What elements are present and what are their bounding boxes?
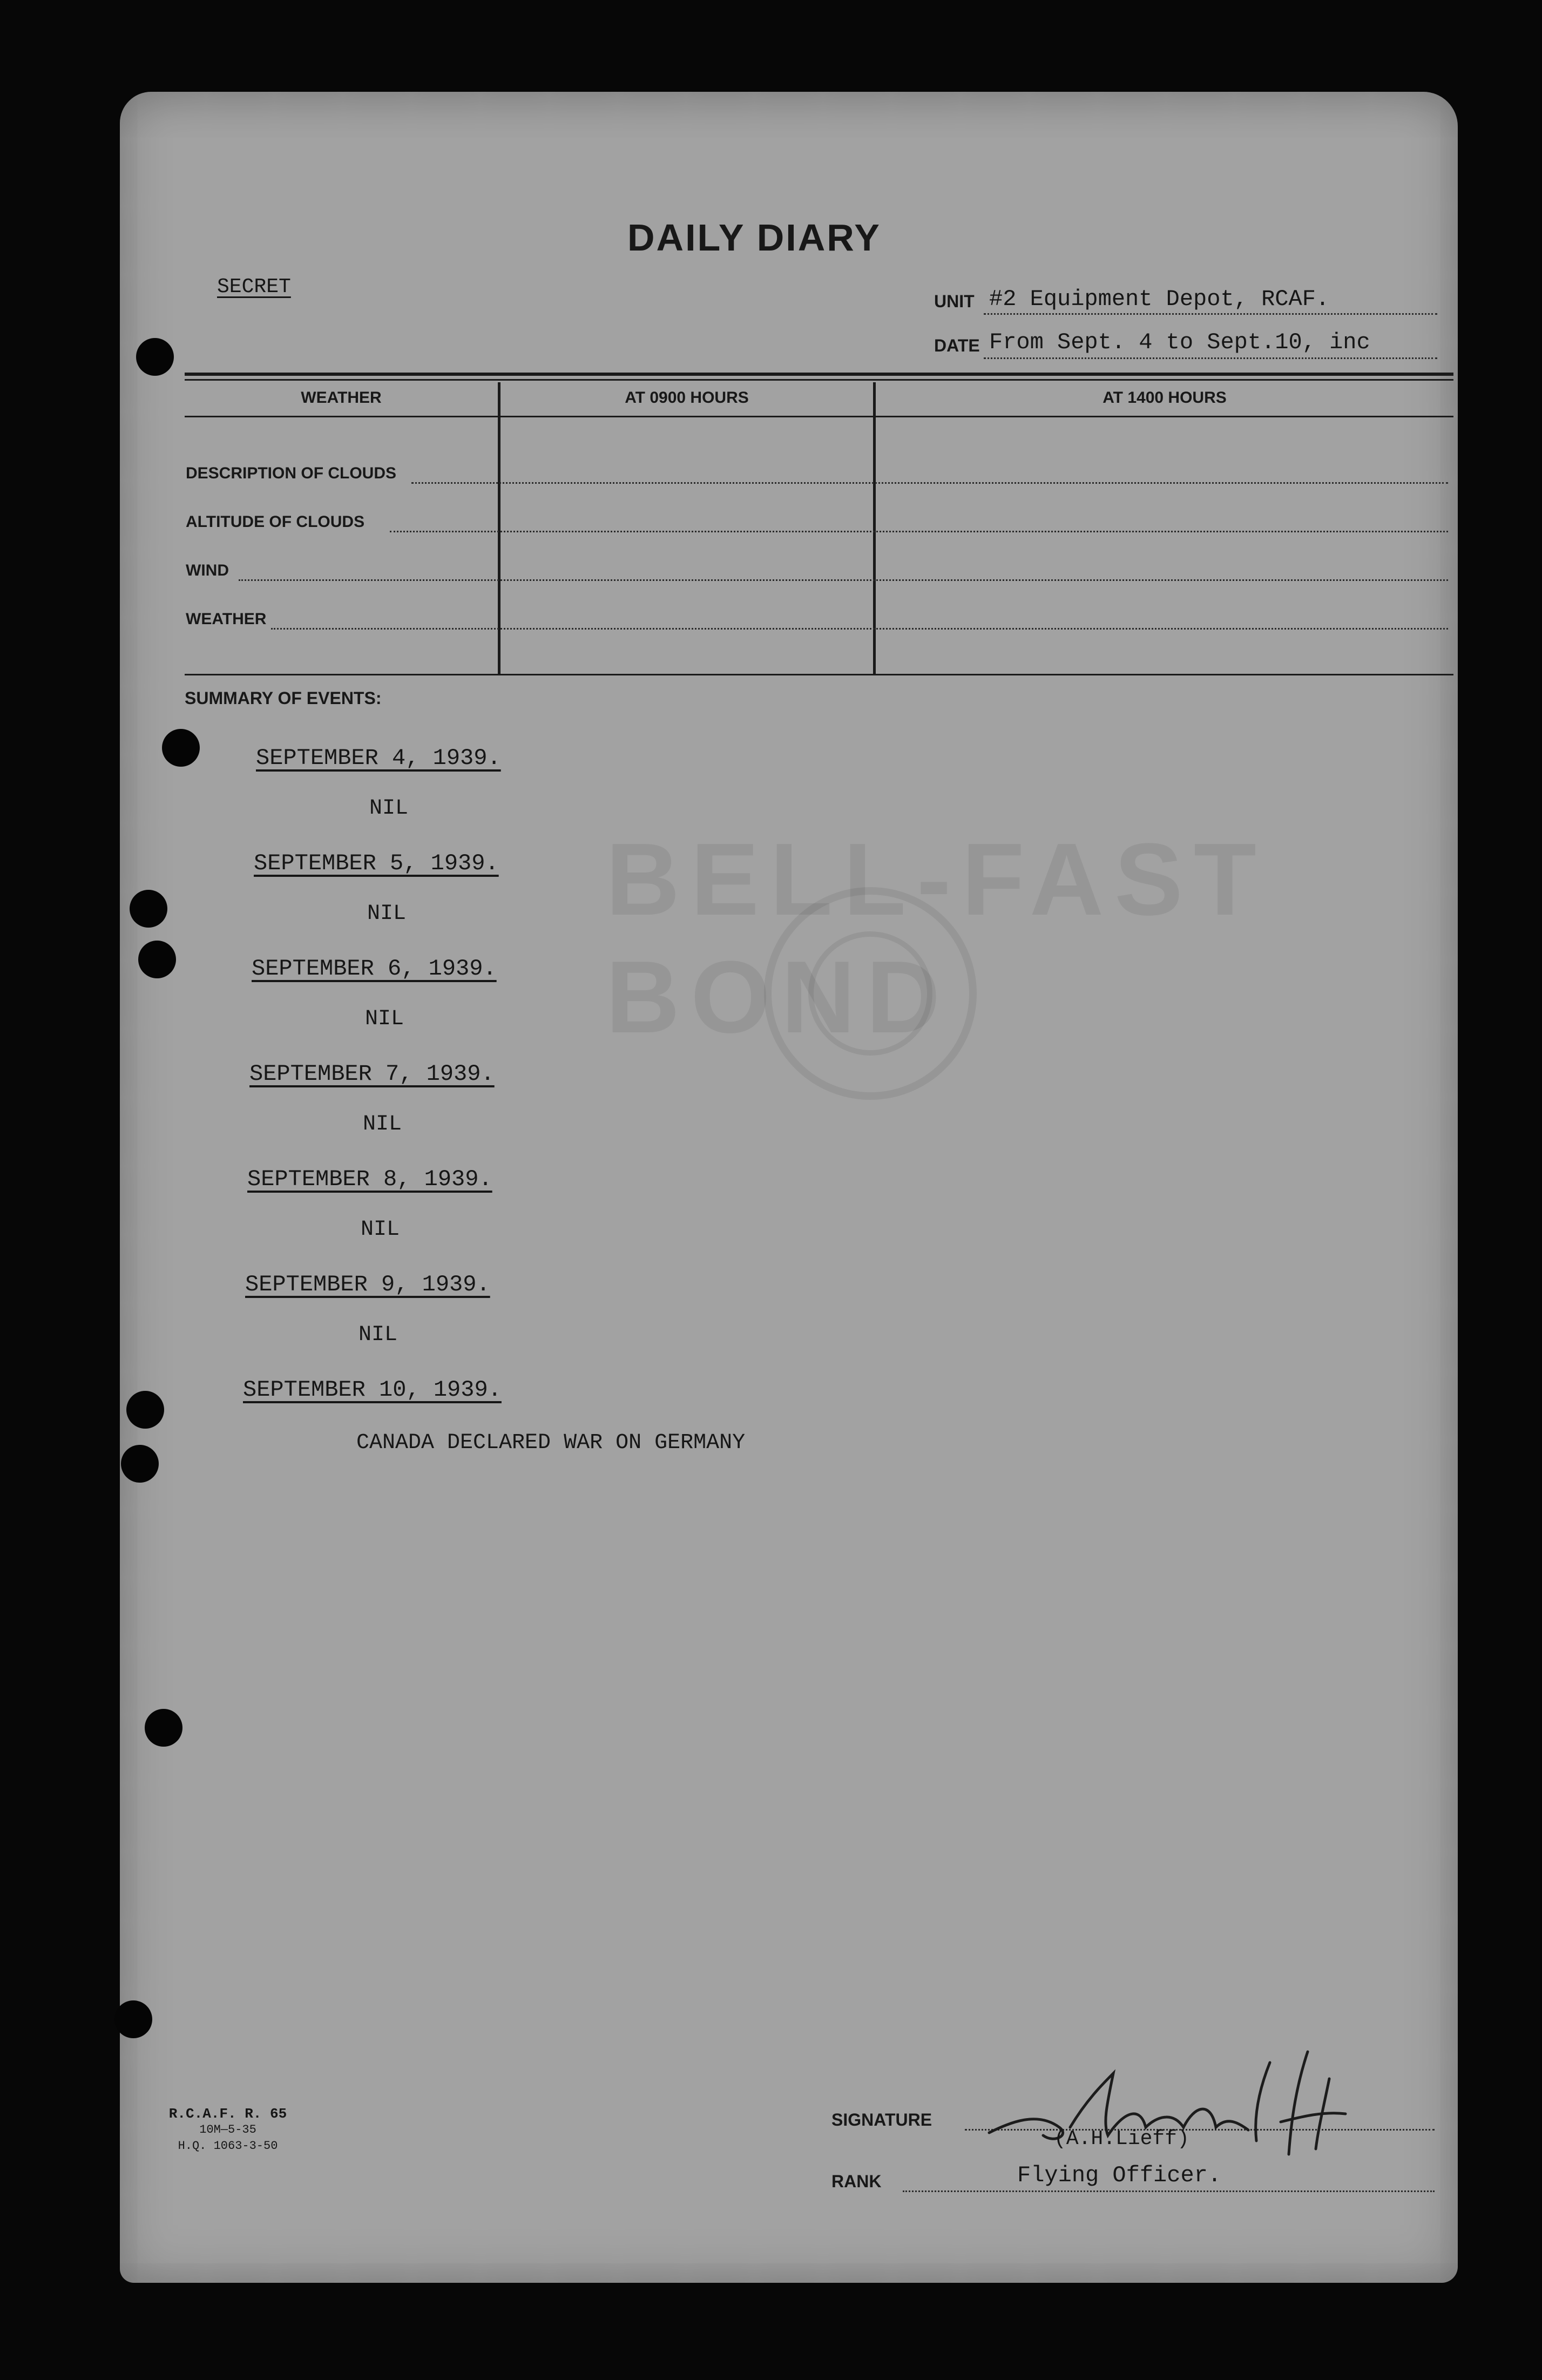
date-label: DATE bbox=[934, 336, 980, 355]
rank-value: Flying Officer. bbox=[1017, 2162, 1222, 2188]
event-text: NIL bbox=[359, 1323, 398, 1347]
date-value: From Sept. 4 to Sept.10, inc bbox=[989, 329, 1370, 355]
event-date: SEPTEMBER 5, 1939. bbox=[254, 850, 499, 876]
weather-row-label: DESCRIPTION OF CLOUDS bbox=[186, 464, 397, 482]
form-code-line: H.Q. 1063-3-50 bbox=[178, 2139, 278, 2153]
weather-row-line bbox=[239, 579, 1448, 581]
weather-row-line bbox=[411, 482, 1448, 484]
table-divider-2 bbox=[873, 382, 876, 674]
unit-line bbox=[984, 313, 1437, 315]
event-text: NIL bbox=[369, 796, 409, 821]
table-top-rule-thin bbox=[185, 379, 1453, 381]
date-line bbox=[984, 357, 1437, 359]
watermark: BELL-FAST BOND bbox=[606, 822, 1267, 1054]
event-text: NIL bbox=[365, 1007, 404, 1031]
punch-hole bbox=[114, 2000, 152, 2038]
punch-hole bbox=[138, 941, 176, 978]
watermark-seal bbox=[735, 858, 1005, 1128]
weather-row-line bbox=[390, 531, 1448, 532]
col-1400-header: AT 1400 HOURS bbox=[1103, 389, 1227, 407]
event-date: SEPTEMBER 6, 1939. bbox=[252, 956, 497, 982]
punch-hole bbox=[162, 729, 200, 767]
weather-row-label: WEATHER bbox=[186, 610, 267, 628]
event-text: CANADA DECLARED WAR ON GERMANY bbox=[356, 1431, 746, 1455]
punch-hole bbox=[126, 1391, 164, 1429]
signatory-name: (A.H.Lieff) bbox=[1054, 2127, 1189, 2151]
punch-hole bbox=[136, 338, 174, 376]
col-0900-header: AT 0900 HOURS bbox=[625, 389, 749, 407]
weather-row-label: WIND bbox=[186, 562, 229, 579]
summary-heading: SUMMARY OF EVENTS: bbox=[185, 688, 382, 708]
event-date: SEPTEMBER 8, 1939. bbox=[247, 1166, 492, 1192]
rank-line bbox=[903, 2190, 1435, 2192]
diary-page bbox=[120, 92, 1458, 2283]
form-code-line: 10M—5-35 bbox=[199, 2123, 256, 2136]
punch-hole bbox=[130, 890, 167, 928]
event-date: SEPTEMBER 10, 1939. bbox=[243, 1377, 502, 1403]
event-text: NIL bbox=[363, 1112, 402, 1137]
event-date: SEPTEMBER 7, 1939. bbox=[249, 1061, 495, 1087]
form-code-line: R.C.A.F. R. 65 bbox=[168, 2106, 287, 2122]
unit-label: UNIT bbox=[934, 292, 975, 311]
classification: SECRET bbox=[217, 275, 291, 299]
event-text: NIL bbox=[367, 902, 407, 926]
punch-hole bbox=[121, 1445, 159, 1483]
table-header-rule bbox=[185, 416, 1453, 417]
handwritten-signature bbox=[978, 2041, 1405, 2165]
table-bottom-rule bbox=[185, 674, 1453, 675]
form-code bbox=[163, 2106, 293, 2154]
table-top-rule bbox=[185, 373, 1453, 376]
weather-row-line bbox=[271, 628, 1448, 630]
signature-label: SIGNATURE bbox=[831, 2110, 932, 2129]
event-date: SEPTEMBER 9, 1939. bbox=[245, 1272, 490, 1297]
event-text: NIL bbox=[361, 1218, 400, 1242]
unit-value: #2 Equipment Depot, RCAF. bbox=[989, 286, 1330, 312]
table-divider-1 bbox=[498, 382, 501, 674]
weather-header: WEATHER bbox=[301, 389, 382, 407]
event-date: SEPTEMBER 4, 1939. bbox=[256, 745, 501, 771]
weather-row-label: ALTITUDE OF CLOUDS bbox=[186, 513, 365, 531]
page-title: DAILY DIARY bbox=[627, 217, 881, 259]
rank-label: RANK bbox=[831, 2172, 882, 2191]
punch-hole bbox=[145, 1709, 182, 1747]
